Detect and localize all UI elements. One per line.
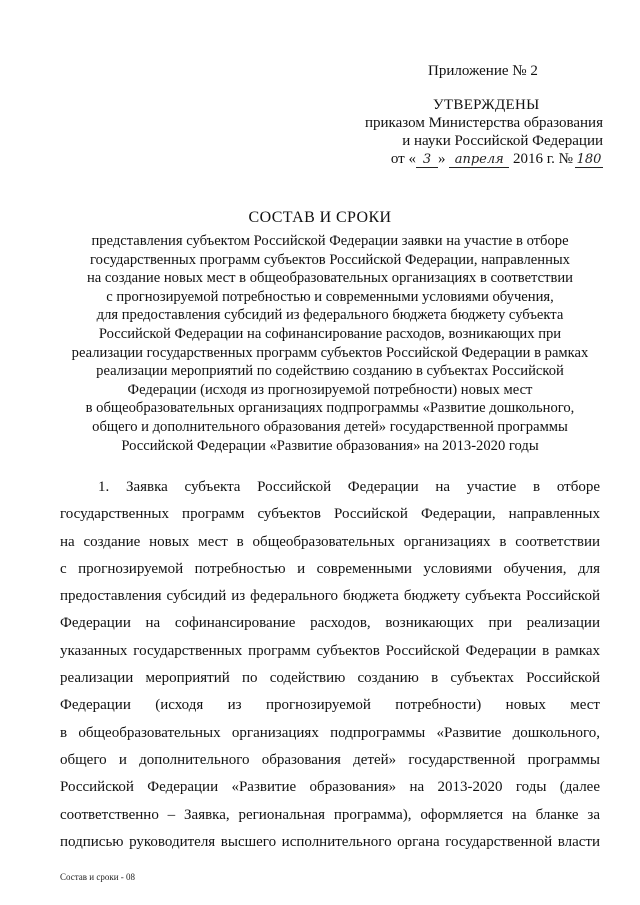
body-line: Федерации (исходя из прогнозируемой потребности) новых мест xyxy=(60,697,600,714)
subtitle-line: государственных программ субъектов Российской Федерации, направленных xyxy=(90,251,570,268)
subtitle-line: реализации государственных программ субъектов Российской Федерации в рамках xyxy=(71,344,589,361)
body-line: Федерации на софинансирование расходов, возникающих при реализации xyxy=(60,615,600,632)
body-line: соответственно – Заявка, региональная программа), оформляется на бланке за xyxy=(60,806,600,823)
subtitle-line: в общеобразовательных организациях подпрограммы «Развитие дошкольного, xyxy=(85,400,575,417)
body-line: на создание новых мест в общеобразовательных организациях в соответствии xyxy=(60,533,600,550)
subtitle-line: Российской Федерации «Развитие образования» на 2013-2020 годы xyxy=(121,437,539,454)
document-subtitle xyxy=(60,232,600,455)
body-line: общего и дополнительного образования детей» государственной программы xyxy=(60,751,600,768)
body-line: с прогнозируемой потребностью и современными условиями обучения, для xyxy=(60,560,600,577)
body-line: подписью руководителя высшего исполнительного органа государственной власти xyxy=(60,833,600,850)
body-line: реализации мероприятий по содействию созданию в субъектах Российской xyxy=(60,670,600,687)
date-year: 2016 г. № xyxy=(512,151,573,167)
body-line: предоставления субсидий из федерального бюджета бюджету субъекта Российской xyxy=(60,588,600,605)
order-date-line xyxy=(360,150,603,168)
annex-label: Приложение № 2 xyxy=(428,63,538,79)
approval-block xyxy=(360,96,603,168)
body-line: государственных программ субъектов Российской Федерации, направленных xyxy=(60,506,600,523)
date-prefix: от « xyxy=(390,151,416,167)
order-line-2: и науки Российской Федерации xyxy=(402,133,603,149)
subtitle-line: с прогнозируемой потребностью и современными условиями обучения, xyxy=(106,288,554,305)
body-line: Российской Федерации «Развитие образования» на 2013-2020 годы (далее xyxy=(60,779,600,796)
approved-heading: УТВЕРЖДЕНЫ xyxy=(433,97,540,113)
subtitle-line: представления субъектом Российской Федерации заявки на участие в отборе xyxy=(91,233,569,249)
order-number-handwritten: 180 xyxy=(576,152,602,167)
date-day-handwritten: 3 xyxy=(416,153,438,168)
date-month-handwritten: апреля xyxy=(449,153,509,168)
body-line: 1. Заявка субъекта Российской Федерации на участие в отборе xyxy=(98,479,600,495)
subtitle-line: реализации мероприятий по содействию созданию в субъектах Российской xyxy=(96,363,564,380)
order-line-1: приказом Министерства образования xyxy=(365,115,603,131)
footer-code: Состав и сроки - 08 xyxy=(60,872,136,882)
subtitle-line: на создание новых мест в общеобразовательных организациях в соответствии xyxy=(87,270,573,287)
subtitle-line: для предоставления субсидий из федерального бюджета бюджету субъекта xyxy=(96,307,564,324)
subtitle-line: Российской Федерации на софинансирование расходов, возникающих при xyxy=(98,325,562,342)
paragraph-1 xyxy=(60,474,600,856)
subtitle-line: общего и дополнительного образования детей» государственной программы xyxy=(92,418,568,435)
subtitle-line: Федерации (исходя из прогнозируемой потребности) новых мест xyxy=(127,381,533,398)
body-line: указанных государственных программ субъектов Российской Федерации в рамках xyxy=(60,642,600,659)
date-mid: » xyxy=(437,151,446,167)
body-line: в общеобразовательных организациях подпрограммы «Развитие дошкольного, xyxy=(60,724,600,741)
document-title: СОСТАВ И СРОКИ xyxy=(248,209,392,226)
